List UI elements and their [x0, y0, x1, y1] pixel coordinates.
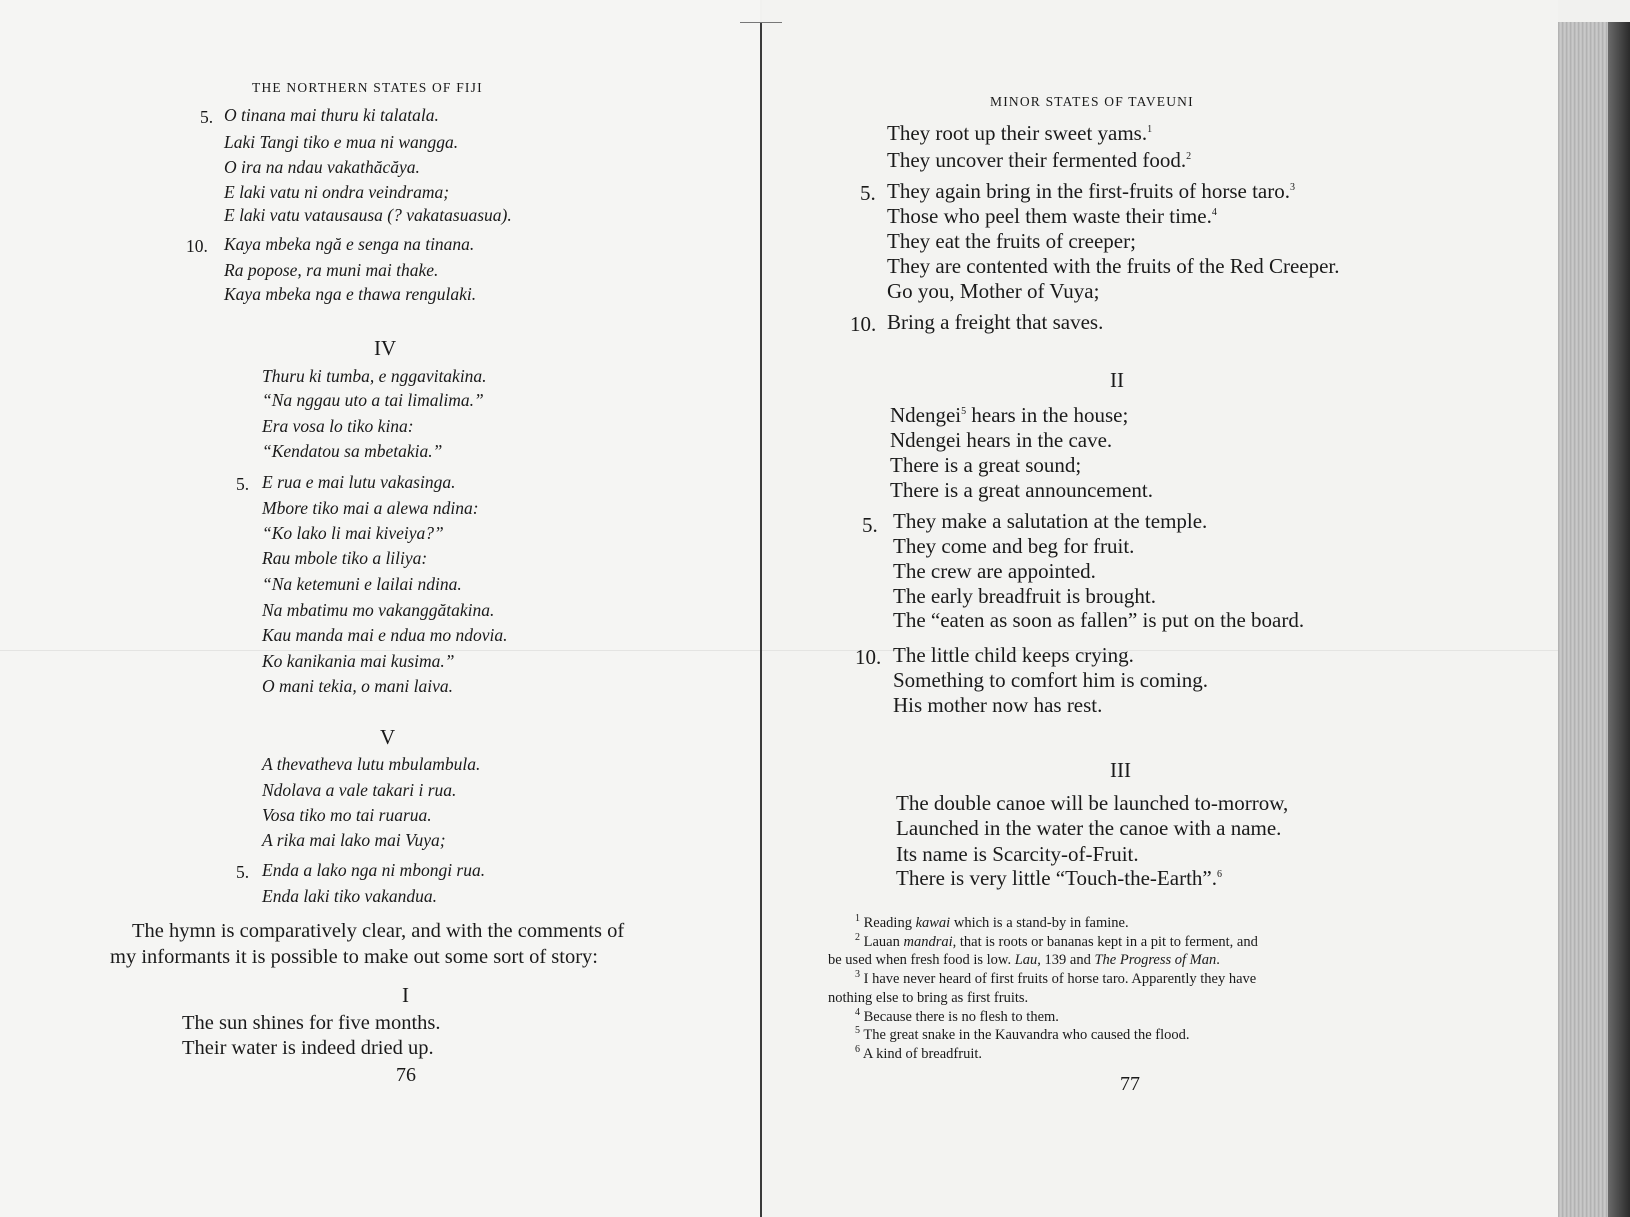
footnote: $^3$ I have never heard of first fruits of horse taro. Apparently they have [855, 969, 1257, 987]
verse-line: E laki vatu ni ondra veindrama; [224, 182, 450, 202]
verse-line: Ko kanikania mai kusima.” [262, 651, 455, 671]
verse-line: They uncover their fermented food.$^2$ [887, 148, 1192, 172]
verse-line: Na mbatimu mo vakanggătakina. [262, 600, 495, 620]
verse-line: “Ko lako li mai kiveiya?” [262, 523, 444, 543]
stanza-heading: IV [374, 336, 397, 360]
verse-line: Kau manda mai e ndua mo ndovia. [262, 625, 508, 645]
verse-line: Kaya mbeka nga e thawa rengulaki. [224, 284, 477, 304]
verse-line: Laki Tangi tiko e mua ni wangga. [224, 132, 459, 152]
verse-line: They again bring in the first-fruits of horse taro.$^3$ [887, 179, 1295, 203]
verse-line: Ndengei$^5$ hears in the house; [890, 403, 1129, 427]
verse-line: They root up their sweet yams.$^1$ [887, 121, 1153, 145]
line-number: 10. [186, 236, 208, 256]
verse-line: There is a great announcement. [890, 478, 1153, 502]
verse-line: Ra popose, ra muni mai thake. [224, 260, 439, 280]
footnote: $^5$ The great snake in the Kauvandra who caused the flood. [855, 1025, 1190, 1043]
verse-line: O tinana mai thuru ki talatala. [224, 105, 439, 125]
verse-line: Go you, Mother of Vuya; [887, 279, 1100, 303]
verse-line: His mother now has rest. [893, 693, 1103, 717]
gutter-cap [740, 22, 782, 23]
verse-line: E laki vatu vatausausa (? vakatasuasua). [224, 205, 512, 225]
line-number: 5. [862, 513, 878, 537]
verse-line: Its name is Scarcity-of-Fruit. [896, 842, 1139, 866]
verse-line: Launched in the water the canoe with a name. [896, 816, 1282, 840]
line-number: 5. [200, 107, 214, 127]
verse-line: “Na ketemuni e lailai ndina. [262, 574, 462, 594]
footnote-ref: 3 [1289, 182, 1295, 193]
verse-line: Ndolava a vale takari i rua. [262, 780, 457, 800]
footnote: $^2$ Lauan mandrai, that is roots or bananas kept in a pit to ferment, and [855, 932, 1258, 950]
verse-line: O ira na ndau vakathăcăya. [224, 157, 420, 177]
verse-line: They are contented with the fruits of the Red Creeper. [887, 254, 1340, 278]
footnote: $^1$ Reading kawai which is a stand-by in famine. [855, 913, 1129, 931]
footnote: be used when fresh food is low. Lau, 139 and The Progress of Man. [828, 952, 1220, 968]
verse-line: Mbore tiko mai a alewa ndina: [262, 498, 479, 518]
line-number: 10. [855, 645, 882, 669]
stanza-heading: V [380, 725, 396, 749]
running-head-right: MINOR STATES OF TAVEUNI [990, 94, 1194, 109]
page-number-right: 77 [1120, 1073, 1140, 1095]
verse-line: Thuru ki tumba, e nggavitakina. [262, 366, 487, 386]
footnote: nothing else to bring as first fruits. [828, 990, 1029, 1006]
verse-line: Vosa tiko mo tai ruarua. [262, 805, 432, 825]
verse-line: They eat the fruits of creeper; [887, 229, 1136, 253]
footnote: $^4$ Because there is no flesh to them. [855, 1007, 1059, 1025]
line-number: 5. [860, 181, 876, 205]
translation-line: Their water is indeed dried up. [182, 1037, 434, 1059]
prose-line: The hymn is comparatively clear, and with the comments of [132, 920, 625, 942]
verse-line: “Kendatou sa mbetakia.” [262, 441, 443, 461]
verse-line: The little child keeps crying. [893, 643, 1134, 667]
verse-line: The double canoe will be launched to-morrow, [896, 791, 1289, 815]
footnote-ref: 1 [1147, 124, 1153, 135]
verse-line: A rika mai lako mai Vuya; [262, 830, 446, 850]
verse-line: Kaya mbeka ngă e senga na tinana. [224, 234, 475, 254]
footnote-ref: 5 [961, 406, 967, 417]
stanza-heading: III [1110, 758, 1131, 782]
book-gutter [760, 22, 762, 1217]
verse-line: The “eaten as soon as fallen” is put on the board. [893, 608, 1305, 632]
footnote-ref: 4 [1211, 207, 1217, 218]
verse-line: They make a salutation at the temple. [893, 509, 1208, 533]
line-number: 5. [236, 474, 250, 494]
verse-line: E rua e mai lutu vakasinga. [262, 472, 456, 492]
verse-line: O mani tekia, o mani laiva. [262, 676, 454, 696]
prose-line: my informants it is possible to make out some sort of story: [110, 946, 598, 968]
verse-line: The crew are appointed. [893, 559, 1096, 583]
verse-line: Enda laki tiko vakandua. [262, 886, 437, 906]
footnote-ref: 2 [1186, 151, 1192, 162]
verse-line: Ndengei hears in the cave. [890, 428, 1113, 452]
verse-line: Era vosa lo tiko kina: [262, 416, 414, 436]
page-number-left: 76 [396, 1064, 416, 1086]
page-edges [1558, 22, 1630, 1217]
verse-line: Those who peel them waste their time.$^4$ [887, 204, 1217, 228]
page-fold-line [0, 650, 1558, 651]
running-head-left: THE NORTHERN STATES OF FIJI [252, 80, 483, 95]
verse-line: The early breadfruit is brought. [893, 584, 1156, 608]
verse-line: Something to comfort him is coming. [893, 668, 1208, 692]
verse-line: Rau mbole tiko a liliya: [262, 548, 428, 568]
verse-line: “Na nggau uto a tai limalima.” [262, 390, 484, 410]
line-number: 10. [850, 312, 877, 336]
verse-line: They come and beg for fruit. [893, 534, 1135, 558]
verse-line: A thevatheva lutu mbulambula. [262, 754, 481, 774]
footnote-ref: 6 [1216, 869, 1222, 880]
verse-line: Bring a freight that saves. [887, 310, 1104, 334]
verse-line: Enda a lako nga ni mbongi rua. [262, 860, 486, 880]
verse-line: There is very little “Touch-the-Earth”.$^6$ [896, 866, 1222, 890]
footnote: $^6$ A kind of breadfruit. [855, 1044, 983, 1062]
verse-line: There is a great sound; [890, 453, 1082, 477]
stanza-heading: II [1110, 368, 1124, 392]
translation-line: The sun shines for five months. [182, 1012, 441, 1034]
line-number: 5. [236, 862, 250, 882]
stanza-heading: I [402, 983, 409, 1007]
